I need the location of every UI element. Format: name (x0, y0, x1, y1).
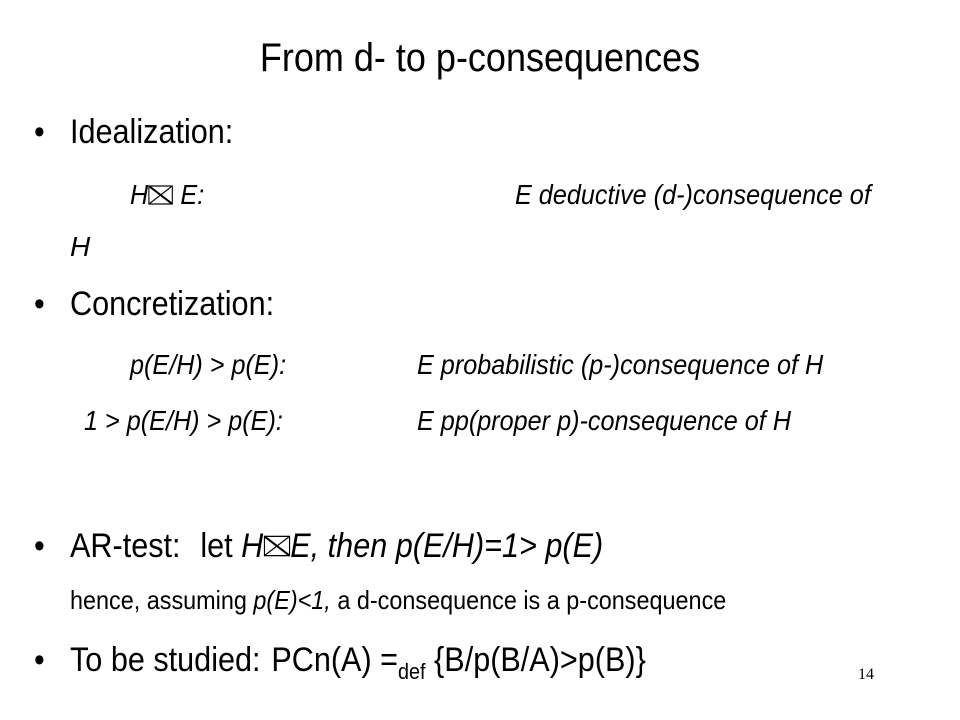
ar-test-label: AR-test: (70, 527, 181, 565)
bullet-dot: • (34, 641, 45, 679)
hence-condition: p(E)<1, (253, 585, 331, 615)
bullet-dot: • (34, 113, 45, 151)
slide-title: From d- to p-consequences (259, 36, 701, 80)
bullet-dot: • (34, 285, 45, 323)
hence-suffix: a d-consequence is a p-consequence (330, 585, 727, 615)
page-number: 14 (858, 666, 874, 683)
idealization-formula (130, 178, 204, 212)
hence-prefix: hence, assuming (70, 585, 254, 615)
idealization-description-wrap: H (70, 231, 91, 262)
bullet-ar-test (34, 526, 844, 566)
ar-test-line (70, 526, 603, 566)
ar-test-hence (70, 584, 726, 616)
pcn-formula-left: PCn(A) = (271, 641, 399, 679)
bullet-to-be-studied (34, 640, 844, 690)
to-be-studied-line (70, 640, 646, 692)
concretization-label: Concretization: (70, 285, 275, 323)
entails-arrow-icon (263, 533, 290, 559)
entails-arrow-icon (148, 184, 173, 206)
idealization-label: Idealization: (70, 113, 234, 151)
ar-test-rest: E, then p(E/H)=1> p(E) (290, 527, 604, 565)
concretization-row1-formula: p(E/H) > p(E): (130, 349, 287, 380)
def-subscript: def (398, 659, 426, 684)
idealization-description: E deductive (d-)consequence of (515, 179, 871, 210)
ar-test-let: let (200, 527, 242, 565)
pcn-formula-right: {B/p(B/A)>p(B)} (425, 641, 646, 679)
bullet-idealization (34, 112, 844, 152)
bullet-dot: • (34, 527, 45, 565)
ar-test-h: H (241, 527, 264, 565)
bullet-concretization (34, 284, 844, 324)
concretization-row2-description: E pp(proper p)-consequence of H (417, 405, 792, 436)
formula-h: H (130, 179, 149, 210)
concretization-row1-description: E probabilistic (p-)consequence of H (417, 349, 824, 380)
formula-e: E: (173, 179, 205, 210)
to-be-studied-label: To be studied: (70, 641, 261, 679)
concretization-row2-formula: 1 > p(E/H) > p(E): (84, 405, 283, 436)
